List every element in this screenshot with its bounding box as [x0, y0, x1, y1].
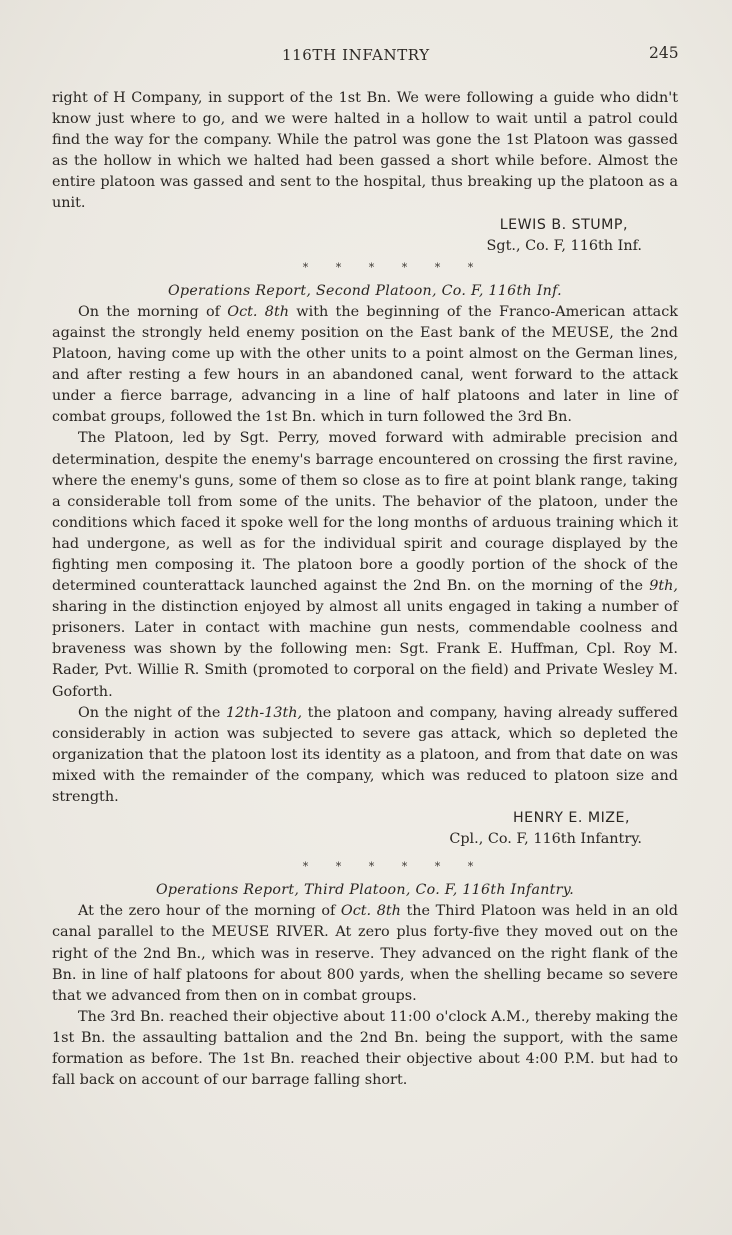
page-number: 245: [649, 44, 679, 62]
running-head: 116TH INFANTRY: [282, 46, 430, 64]
section-separator: * * * * * *: [302, 260, 486, 274]
text-run: with the beginning of the Franco-American attack against the strongly held enemy position on the East bank of the MEUSE, the 2nd Platoon, having come up with the other units to a point almost on the German lines, and after resting a few hours in an abandoned canal, went forward to the attack under a fierce barrage, advancing in a line of half platoons and later in line of combat groups, followed the 1st Bn. which in turn followed the 3rd Bn.: [52, 303, 678, 426]
page-header: [0, 46, 732, 68]
body-text: [52, 88, 678, 1091]
intro-paragraph: right of H Company, in support of the 1st Bn. We were following a guide who didn't know just where to go, and we were halted in a hollow to wait until a patrol could find the way for the company. While the patrol was gone the 1st Platoon was gassed as the hollow in which we halted had been gassed a short while before. Almost the entire platoon was gassed and sent to the hospital, thus breaking up the platoon as a unit.: [52, 90, 678, 212]
paragraph: [52, 302, 678, 429]
paragraph: [52, 703, 678, 808]
text-run: At the zero hour of the morning of: [78, 903, 341, 920]
signature-title: Sgt., Co. F, 116th Inf.: [486, 237, 642, 254]
signature-title: Cpl., Co. F, 116th Infantry.: [449, 831, 642, 848]
date-italic: 9th,: [649, 578, 678, 595]
date-italic: Oct. 8th: [227, 303, 290, 320]
paragraph: [52, 901, 678, 1006]
paragraph: The 3rd Bn. reached their objective about 11:00 o'clock A.M., thereby making the 1st Bn. the assaulting battalion and the 2nd Bn. being the support, with the same formation as before. The 1st Bn. reached their objective about 4:00 P.M. but had to fall back on account of our barrage falling short.: [52, 1008, 678, 1089]
text-run: On the night of the: [78, 704, 226, 721]
section-heading-third-platoon: Operations Report, Third Platoon, Co. F, 116th Infantry.: [155, 882, 574, 899]
text-run: the Third Platoon was held in an old canal parallel to the MEUSE RIVER. At zero plus forty-five they moved out on the right of the 2nd Bn., which was in reserve. They advanced on the right flank of the Bn. in line of half platoons for about 800 yards, when the shelling became so severe that we advanced from then on in combat groups.: [52, 903, 678, 1004]
paragraph: [52, 428, 678, 702]
signature-stump: [52, 215, 678, 257]
text-run: On the morning of: [78, 303, 228, 320]
signature-name: HENRY E. MIZE,: [513, 810, 630, 827]
signature-name: LEWIS B. STUMP,: [499, 216, 628, 233]
text-run: The Platoon, led by Sgt. Perry, moved forward with admirable precision and determination, despite the enemy's barrage encountered on crossing the first ravine, where the enemy's guns, some of them so close as to fire at point blank range, taking a considerable toll from some of the units. The behavior of the platoon, under the conditions which faced it spoke well for the long months of arduous training which it had undergone, as well as for the individual spirit and courage displayed by the fighting men composing it. The platoon bore a goodly portion of the shock of the determined counterattack launched against the 2nd Bn. on the morning of the: [52, 430, 678, 595]
text-run: the platoon and company, having already suffered considerably in action was subjected to severe gas attack, which so depleted the organization that the platoon lost its identity as a platoon, and from that date on was mixed with the remainder of the company, which was reduced to platoon size and strength.: [52, 704, 679, 805]
section-heading-second-platoon: Operations Report, Second Platoon, Co. F, 116th Inf.: [168, 282, 562, 299]
signature-mize: [52, 808, 678, 850]
section-separator: * * * * * *: [302, 860, 486, 874]
date-italic: 12th-13th,: [225, 704, 303, 721]
text-run: sharing in the distinction enjoyed by almost all units engaged in taking a number of prisoners. Later in contact with machine gun nests, commendable coolness and braveness was shown by the following men: Sgt. Frank E. Huffman, Cpl. Roy M. Rader, Pvt. Willie R. Smith (promoted to corporal on the field) and Private Wesley M. Goforth.: [52, 599, 678, 700]
date-italic: Oct. 8th: [340, 903, 401, 920]
